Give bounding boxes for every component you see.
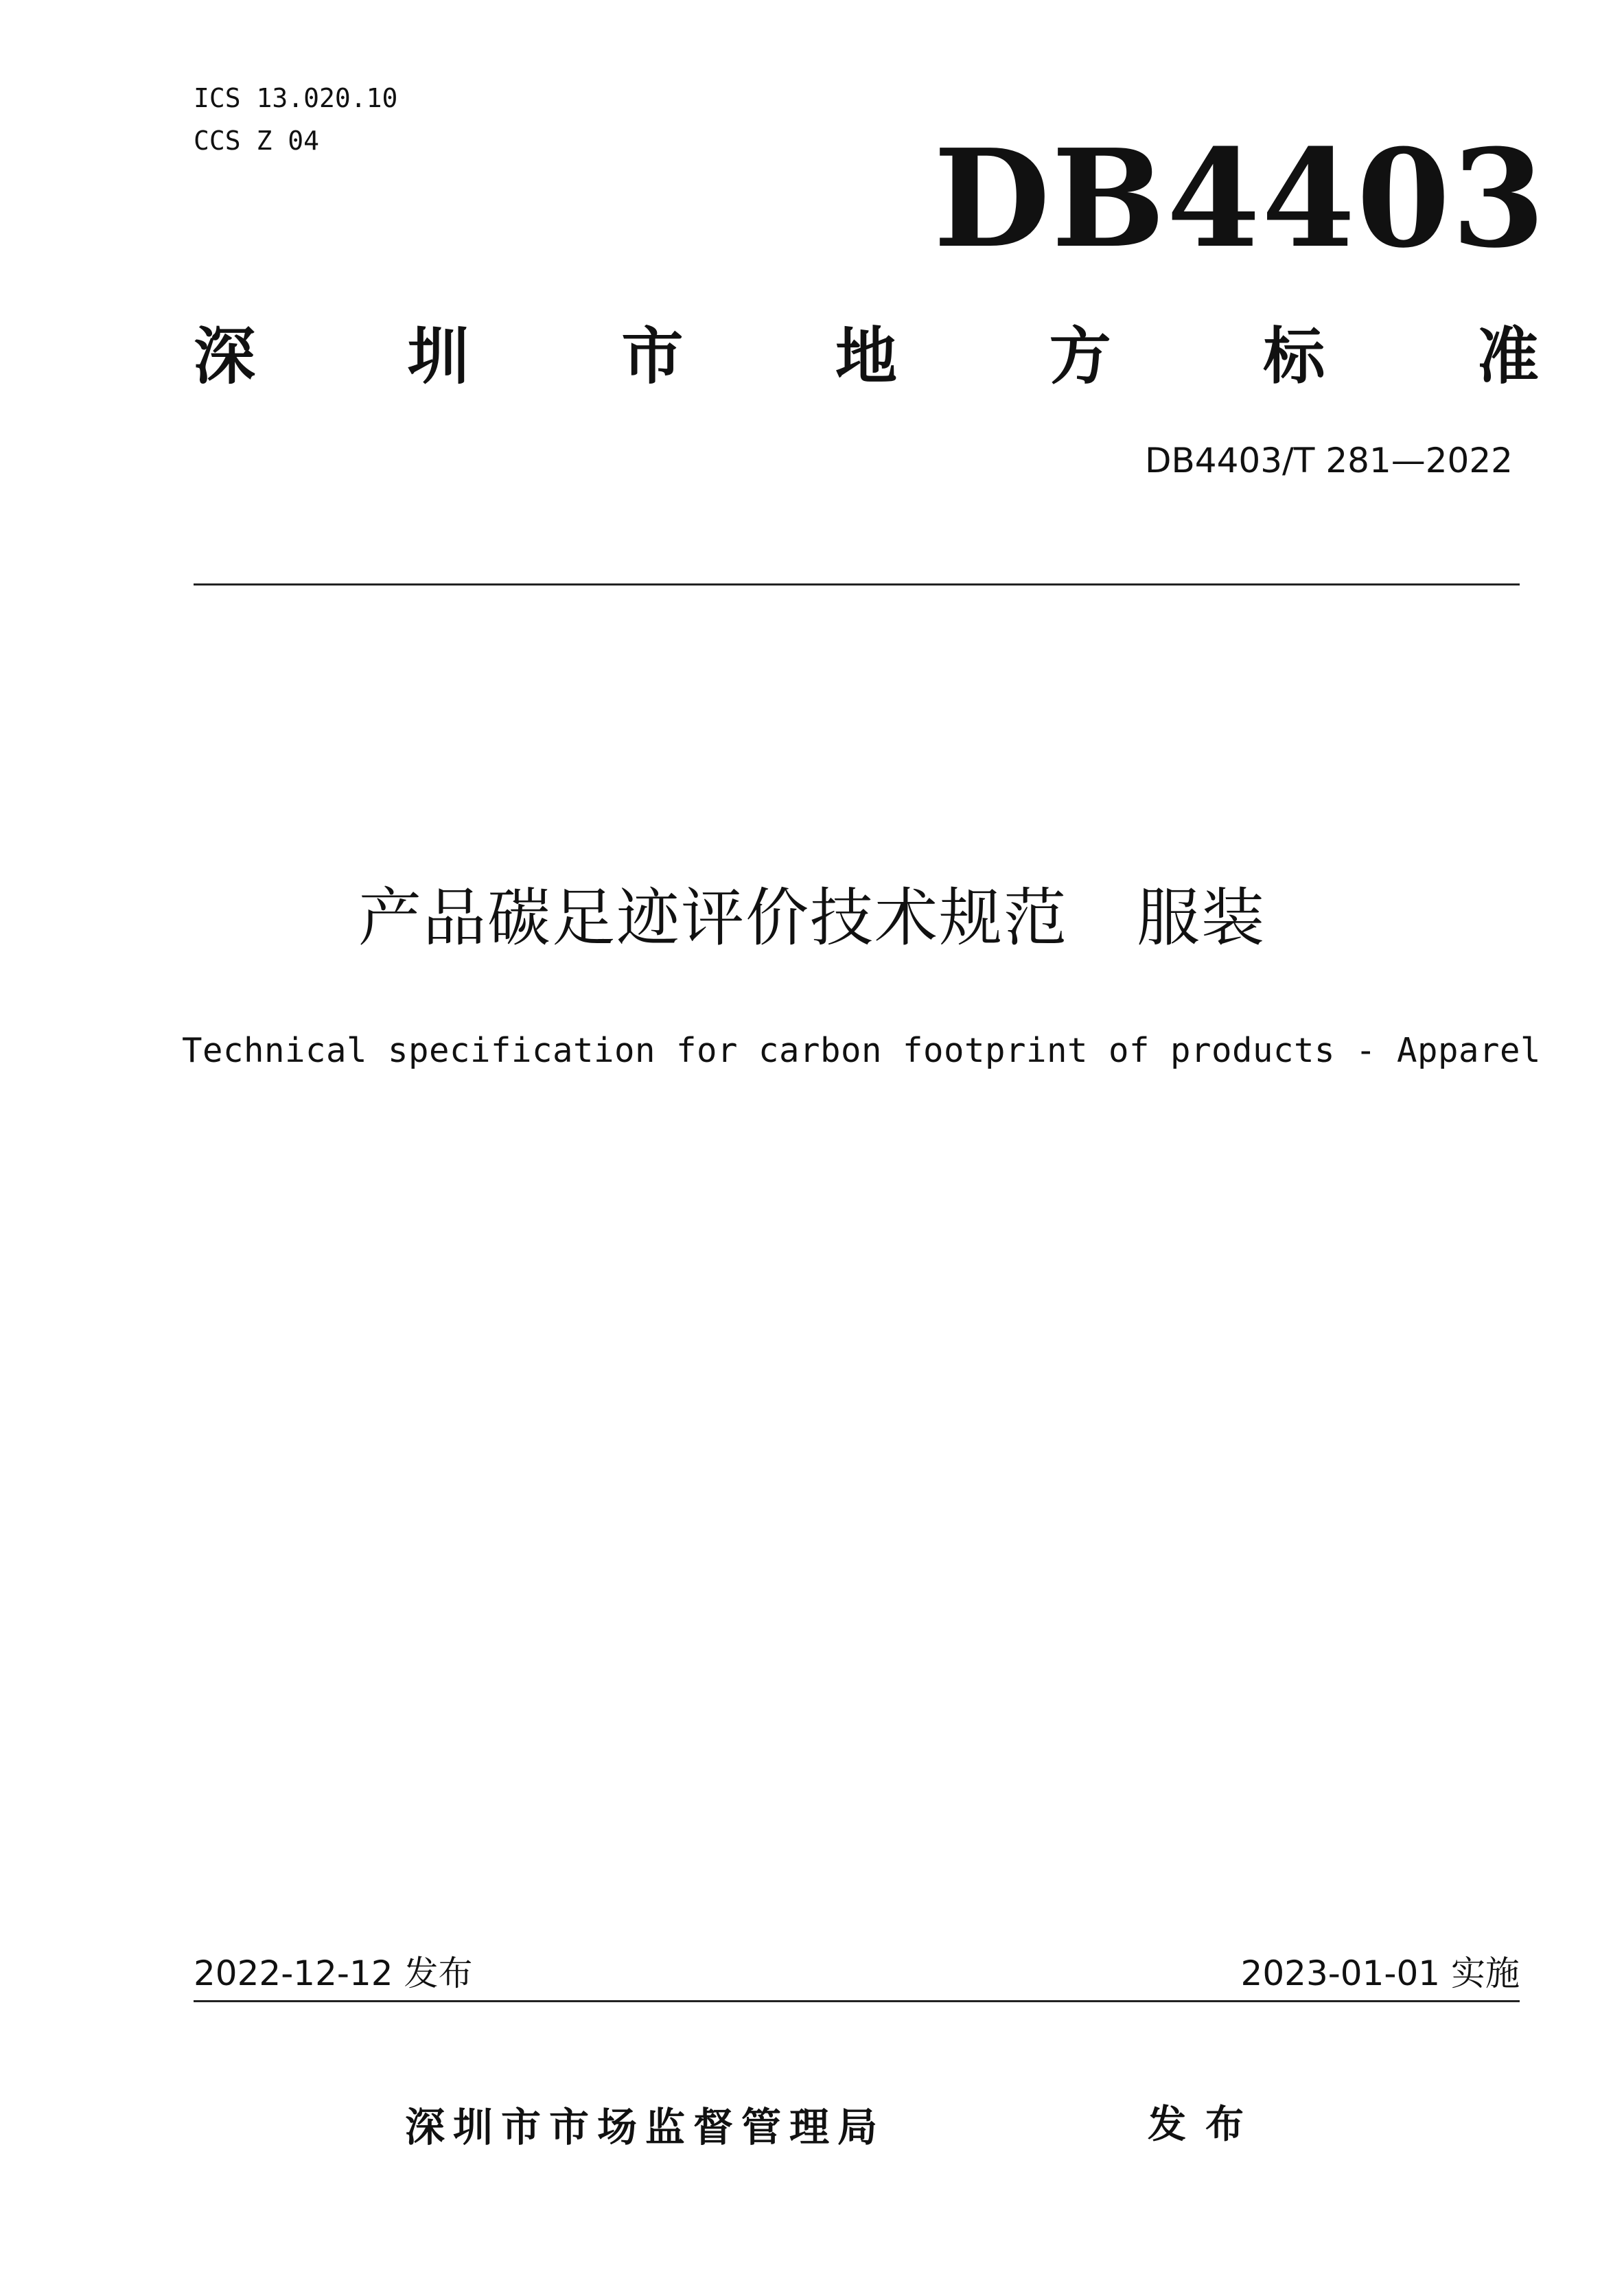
category-char: 准 — [1476, 321, 1539, 393]
footer-divider — [194, 2000, 1520, 2002]
category-char: 市 — [621, 321, 684, 393]
standard-code-heading: DB4403 — [933, 120, 1547, 278]
header-divider — [194, 583, 1520, 585]
title-main: 产品碳足迹评价技术规范 — [358, 881, 1068, 955]
category-char: 深 — [194, 321, 255, 393]
ccs-code: CCS Z 04 — [194, 126, 320, 156]
issuing-authority: 深圳市市场监督管理局 — [405, 2104, 886, 2150]
standard-category — [194, 312, 1539, 402]
document-title-english: Technical specification for carbon footprint of products - Apparel — [182, 1031, 1542, 1070]
standard-number: DB4403/T 281—2022 — [1144, 441, 1513, 480]
issue-date: 2022-12-12 发布 — [194, 1953, 473, 1993]
ics-code: ICS 13.020.10 — [194, 83, 398, 113]
category-char: 地 — [835, 321, 897, 393]
issuing-action: 发布 — [1148, 2102, 1263, 2147]
document-title-chinese — [0, 881, 1624, 955]
category-char: 圳 — [407, 321, 469, 393]
title-sub: 服装 — [1137, 881, 1266, 955]
category-char: 方 — [1049, 321, 1111, 393]
implementation-date: 2023-01-01 实施 — [1240, 1953, 1520, 1993]
category-char: 标 — [1263, 321, 1325, 393]
